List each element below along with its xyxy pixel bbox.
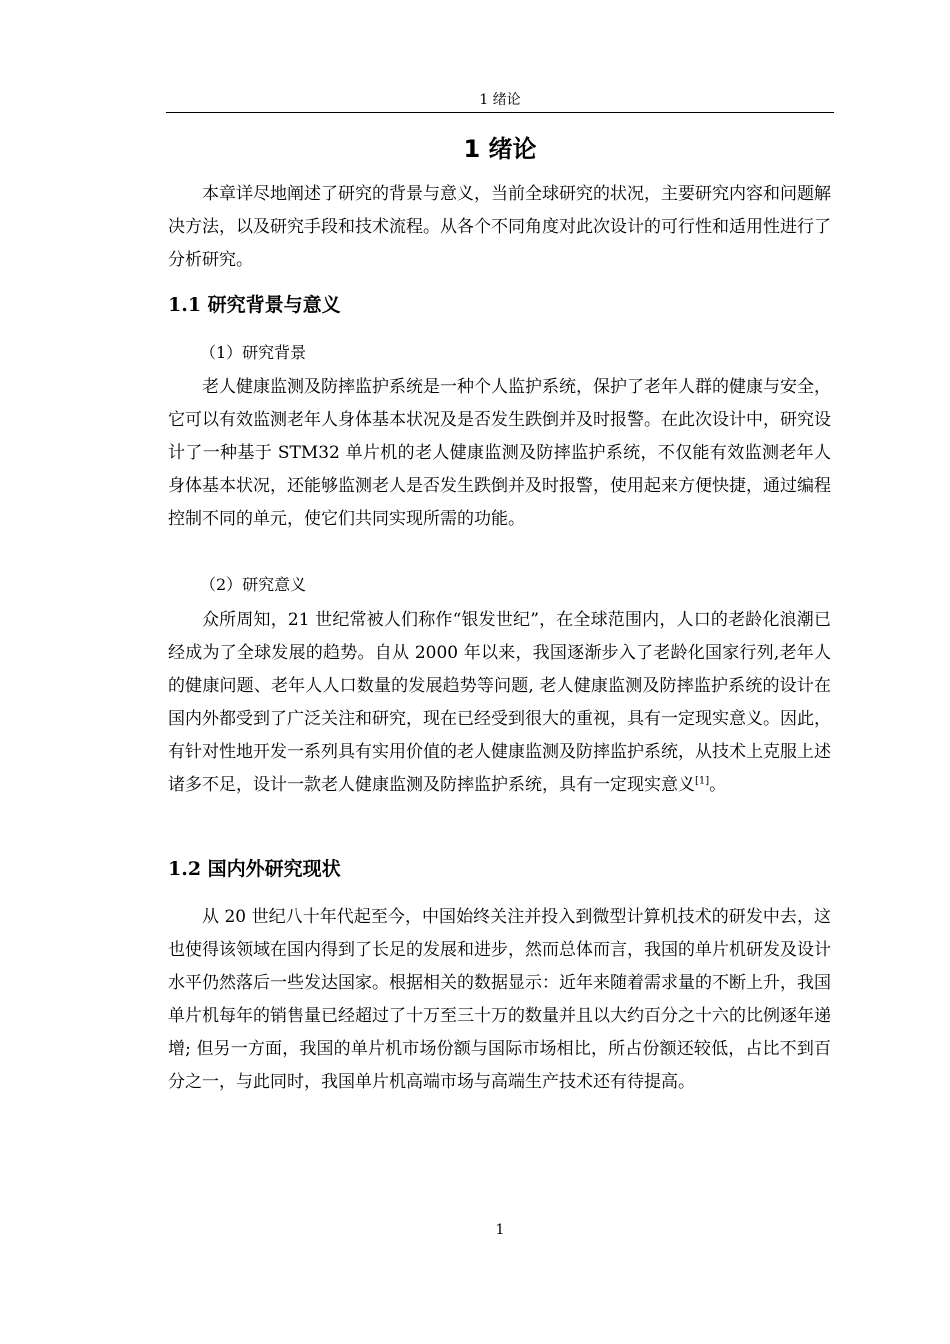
chapter-intro-paragraph: 本章详尽地阐述了研究的背景与意义，当前全球研究的状况，主要研究内容和问题解决方法，以及研究手段和技术流程。从各个不同角度对此次设计的可行性和适用性进行了分析研究。 bbox=[168, 184, 831, 270]
significance-text: 众所周知，21 世纪常被人们称作“银发世纪”，在全球范围内，人口的老龄化浪潮已经成为了全球发展的趋势。自从 2000 年以来，我国逐渐步入了老龄化国家行列,老年人的健康问题、老年人人口数量的发展趋势等问题, 老人健康监测及防摔监护系统的设计在国内外都受到了广泛关注和研究，现在已经受到很大的重视，具有一定现实意义。因此，有针对性地开发一系列具有实用价值的老人健康监测及防摔监护系统，从技术上克服上述诸多不足，设计一款老人健康监测及防摔监护系统，具有一定现实意义 bbox=[168, 610, 831, 795]
citation-reference[interactable]: [1] bbox=[695, 775, 710, 787]
section-heading-1-1: 1.1 研究背景与意义 bbox=[168, 294, 341, 316]
section-heading-1-2: 1.2 国内外研究现状 bbox=[168, 858, 341, 880]
background-paragraph: 老人健康监测及防摔监护系统是一种个人监护系统，保护了老年人群的健康与安全，它可以有效监测老年人身体基本状况及是否发生跌倒并及时报警。在此次设计中，研究设计了一种基于 STM32 单片机的老人健康监测及防摔监护系统，不仅能有效监测老年人身体基本状况，还能够监测老人是否发生跌倒并及时报警，使用起来方便快捷，通过编程控制不同的单元，使它们共同实现所需的功能。 bbox=[168, 377, 831, 529]
subsection-label-significance: （2）研究意义 bbox=[200, 575, 307, 594]
page-number: 1 bbox=[495, 1222, 505, 1238]
research-status-paragraph: 从 20 世纪八十年代起至今，中国始终关注并投入到微型计算机技术的研发中去，这也使得该领域在国内得到了长足的发展和进步，然而总体而言，我国的单片机研发及设计水平仍然落后一些发达国家。根据相关的数据显示：近年来随着需求量的不断上升，我国单片机每年的销售量已经超过了十万至三十万的数量并且以大约百分之十六的比例逐年递增; 但另一方面，我国的单片机市场份额与国际市场相比，所占份额还较低，占比不到百分之一，与此同时，我国单片机高端市场与高端生产技术还有待提高。 bbox=[168, 907, 831, 1092]
running-header: 1 绪论 bbox=[479, 92, 521, 108]
significance-paragraph bbox=[168, 604, 831, 802]
significance-end: 。 bbox=[709, 775, 727, 795]
chapter-title: 1 绪论 bbox=[463, 135, 537, 163]
subsection-label-background: （1）研究背景 bbox=[200, 343, 307, 362]
header-divider bbox=[166, 112, 834, 113]
